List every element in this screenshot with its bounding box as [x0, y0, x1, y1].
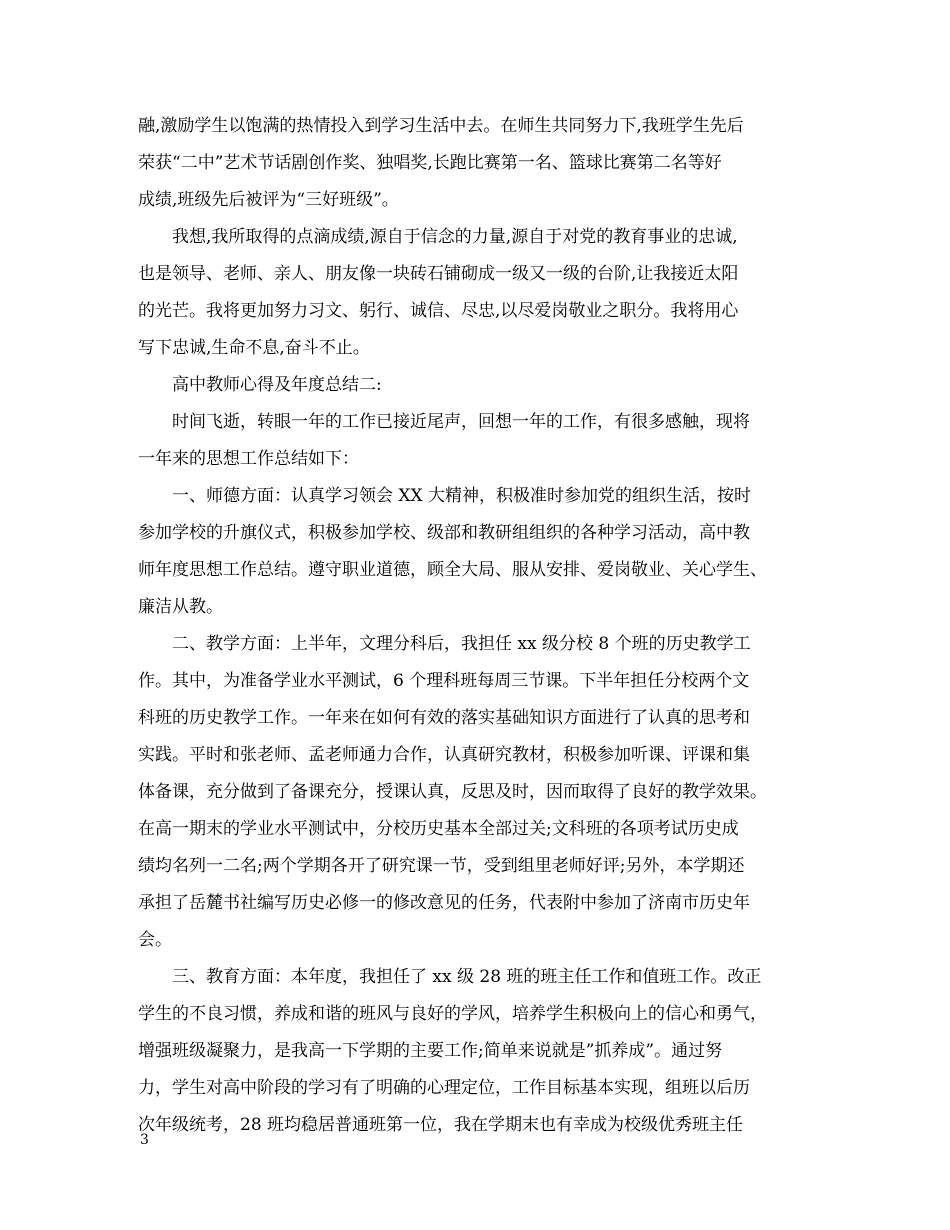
paragraph — [138, 626, 818, 959]
text-line: 也是领导、老师、亲人、朋友像一块砖石铺砌成一级又一级的台阶,让我接近太阳 — [138, 264, 739, 284]
text-line: 次年级统考，28 班均稳居普通班第一位，我在学期末也有幸成为校级优秀班主任 — [138, 1115, 744, 1135]
page-number: 3 — [140, 1132, 149, 1148]
text-line: 绩均名列一二名;两个学期各开了研究课一节，受到组里老师好评;另外，本学期还 — [138, 856, 745, 876]
paragraph — [138, 219, 818, 367]
paragraph — [138, 108, 818, 219]
text-line: 廉洁从教。 — [138, 597, 223, 617]
paragraph — [138, 404, 818, 478]
paragraph — [138, 959, 818, 1144]
text-line: 承担了岳麓书社编写历史必修一的修改意见的任务，代表附中参加了济南市历史年 — [138, 893, 750, 913]
paragraph — [138, 478, 818, 626]
text-line: 增强班级凝聚力，是我高一下学期的主要工作;简单来说就是”抓养成”。通过努 — [138, 1041, 723, 1061]
text-line: 力，学生对高中阶段的学习有了明确的心理定位，工作目标基本实现，组班以后历 — [138, 1078, 750, 1098]
text-line: 体备课，充分做到了备课充分，授课认真，反思及时，因而取得了良好的教学效果。 — [138, 782, 767, 802]
text-line: 时间飞逝，转眼一年的工作已接近尾声，回想一年的工作，有很多感触，现将 — [172, 412, 750, 432]
text-line: 的光芒。我将更加努力习文、躬行、诚信、尽忠,以尽爱岗敬业之职分。我将用心 — [138, 301, 739, 321]
text-line: 一年来的思想工作总结如下： — [138, 449, 359, 469]
text-line: 一、师德方面：认真学习领会 XX 大精神，积极准时参加党的组织生活，按时 — [172, 486, 752, 506]
paragraph — [138, 367, 818, 404]
text-line: 融,激励学生以饱满的热情投入到学习生活中去。在师生共同努力下,我班学生先后 — [138, 116, 744, 136]
text-line: 荣获“二中”艺术节话剧创作奖、独唱奖,长跑比赛第一名、篮球比赛第二名等好 — [138, 153, 722, 173]
text-line: 参加学校的升旗仪式，积极参加学校、级部和教研组组织的各种学习活动，高中教 — [138, 523, 750, 543]
text-line: 会。 — [138, 930, 172, 950]
text-line: 师年度思想工作总结。遵守职业道德，顾全大局、服从安排、爱岗敬业、关心学生、 — [138, 560, 767, 580]
document-body — [138, 108, 818, 1144]
text-line: 实践。平时和张老师、孟老师通力合作，认真研究教材，积极参加听课、评课和集 — [138, 745, 750, 765]
text-line: 三、教育方面：本年度，我担任了 xx 级 28 班的班主任工作和值班工作。改正 — [172, 967, 762, 987]
text-line: 高中教师心得及年度总结二: — [172, 375, 382, 395]
text-line: 在高一期末的学业水平测试中，分校历史基本全部过关;文科班的各项考试历史成 — [138, 819, 739, 839]
text-line: 我想,我所取得的点滴成绩,源自于信念的力量,源自于对党的教育事业的忠诚, — [172, 227, 738, 247]
text-line: 二、教学方面：上半年，文理分科后，我担任 xx 级分校 8 个班的历史教学工 — [172, 634, 751, 654]
text-line: 作。其中，为准备学业水平测试，6 个理科班每周三节课。下半年担任分校两个文 — [138, 671, 750, 691]
text-line: 写下忠诚,生命不息,奋斗不止。 — [138, 338, 370, 358]
text-line: 成绩,班级先后被评为“三好班级”。 — [138, 190, 399, 210]
text-line: 科班的历史教学工作。一年来在如何有效的落实基础知识方面进行了认真的思考和 — [138, 708, 750, 728]
text-line: 学生的不良习惯，养成和谐的班风与良好的学风，培养学生积极向上的信心和勇气， — [138, 1004, 767, 1024]
